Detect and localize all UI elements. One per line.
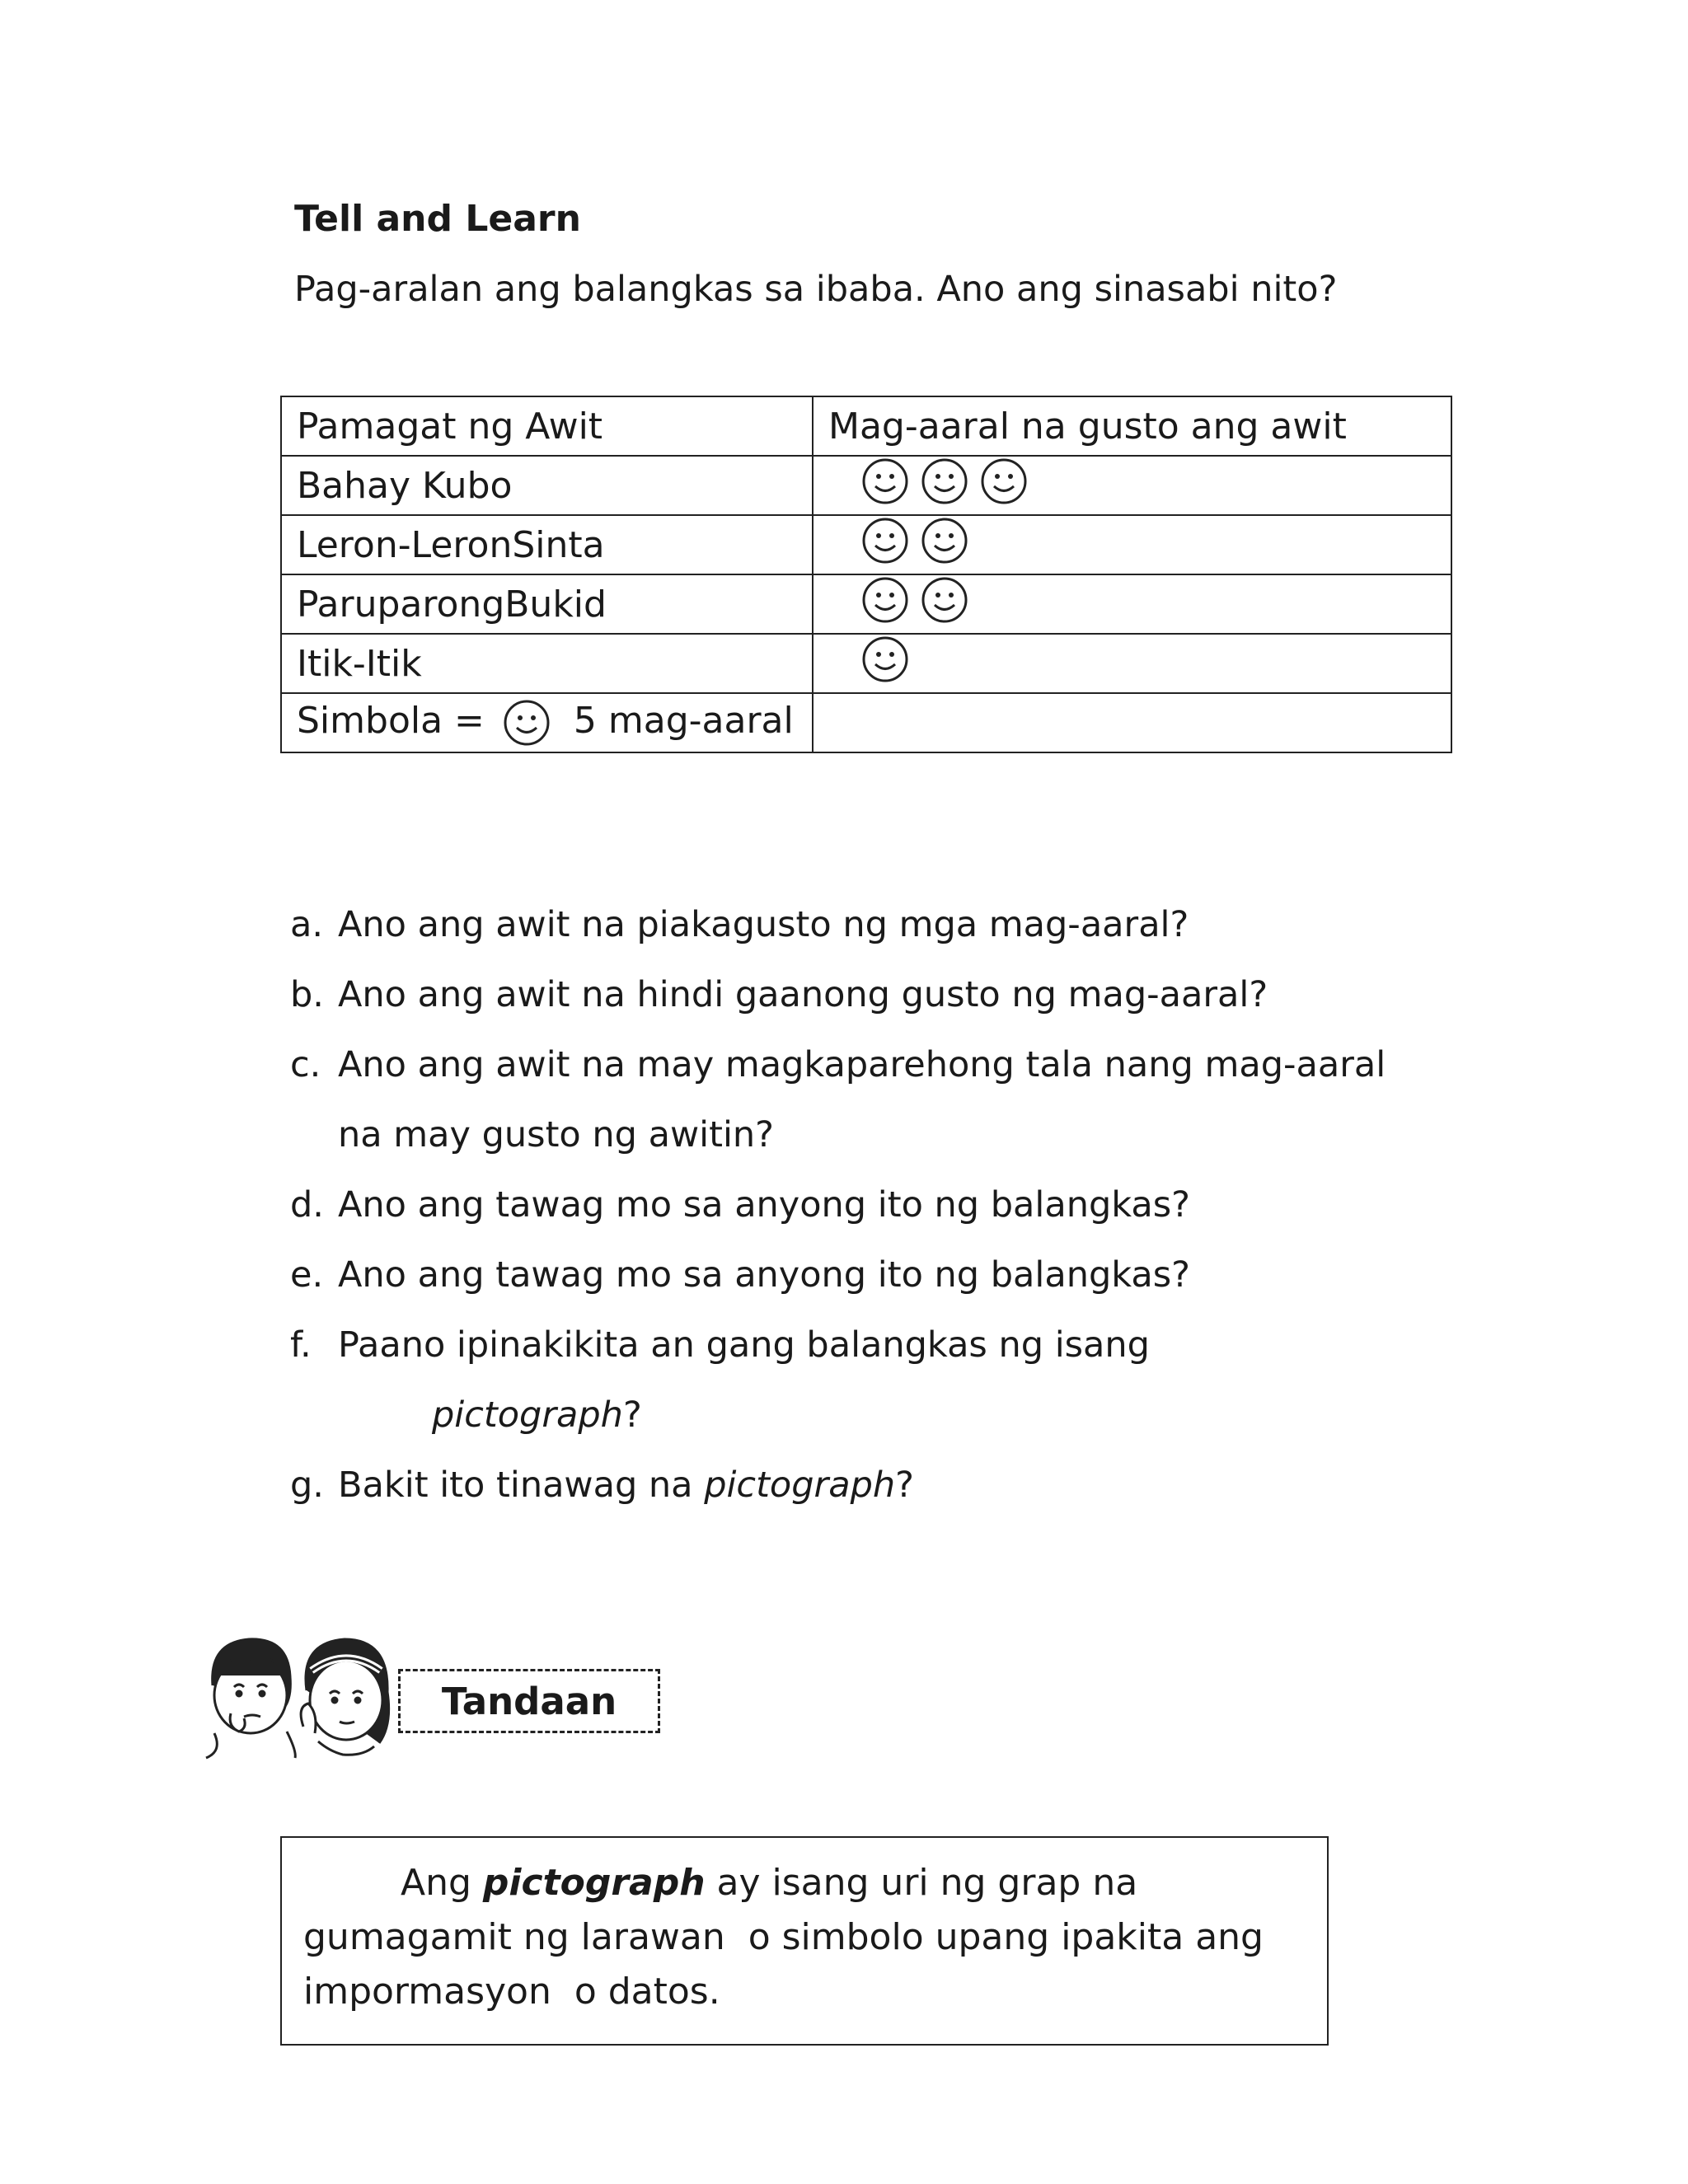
- question-text: Paano ipinakikita an gang balangkas ng isang: [338, 1324, 1150, 1366]
- definition-lead: Ang: [401, 1862, 483, 1904]
- smiley-cell: [813, 515, 1451, 574]
- smiley-cell: [813, 456, 1451, 515]
- question-punct: ?: [622, 1394, 642, 1436]
- smiley-icon: [980, 457, 1028, 505]
- smiley-group: [828, 517, 968, 565]
- smiley-group: [828, 635, 909, 683]
- legend-prefix: Simbola =: [297, 700, 485, 742]
- section-heading: Tell and Learn: [294, 198, 581, 240]
- smiley-cell: [813, 574, 1451, 634]
- smiley-group: [828, 457, 1028, 505]
- question-item: [290, 1030, 1386, 1100]
- children-thinking-illustration: [198, 1628, 400, 1760]
- legend-suffix: 5 mag-aaral: [573, 700, 794, 742]
- definition-rest: ay isang uri ng grap na gumagamit ng larawan o simbolo upang ipakita ang impormasyon o datos.: [303, 1862, 1275, 2013]
- question-letter: f.: [290, 1324, 312, 1366]
- table-header-row: [281, 396, 1451, 456]
- smiley-icon: [503, 699, 551, 747]
- italic-term: pictograph: [432, 1394, 623, 1436]
- smiley-icon: [861, 576, 909, 624]
- question-text: Ano ang awit na hindi gaanong gusto ng mag-aaral?: [338, 974, 1268, 1015]
- question-text: Ano ang tawag mo sa anyong ito ng balangkas?: [338, 1184, 1190, 1226]
- question-item: [290, 890, 1386, 960]
- question-item: [290, 1451, 1386, 1521]
- question-text: Ano ang awit na may magkaparehong tala nang mag-aaral: [338, 1044, 1386, 1085]
- question-letter: d.: [290, 1184, 324, 1226]
- question-item: [290, 1240, 1386, 1310]
- question-continuation: [290, 1380, 1386, 1451]
- italic-term: pictograph: [704, 1465, 896, 1506]
- empty-cell: [813, 693, 1451, 752]
- pictograph-table: [280, 396, 1452, 753]
- smiley-icon: [921, 576, 968, 624]
- header-students: Mag-aaral na gusto ang awit: [813, 396, 1451, 456]
- legend-row: [281, 693, 1451, 752]
- song-name: Leron-LeronSinta: [281, 515, 813, 574]
- question-list: [290, 890, 1386, 1521]
- table-row: [281, 634, 1451, 693]
- smiley-icon: [861, 517, 909, 565]
- smiley-icon: [861, 635, 909, 683]
- question-item: [290, 960, 1386, 1030]
- question-letter: b.: [290, 974, 324, 1015]
- smiley-group: [828, 576, 968, 624]
- question-continuation: na may gusto ng awitin?: [338, 1114, 774, 1155]
- question-item: [290, 1310, 1386, 1380]
- question-text: Ano ang tawag mo sa anyong ito ng balangkas?: [338, 1254, 1190, 1296]
- question-letter: g.: [290, 1465, 324, 1506]
- table-row: [281, 515, 1451, 574]
- definition-term: pictograph: [482, 1862, 706, 1904]
- legend-cell: [281, 693, 813, 752]
- header-song-title: Pamagat ng Awit: [281, 396, 813, 456]
- song-name: Bahay Kubo: [281, 456, 813, 515]
- question-letter: a.: [290, 904, 324, 945]
- question-punct: ?: [895, 1465, 914, 1506]
- question-text-main: Bakit ito tinawag na: [338, 1465, 705, 1506]
- song-name: Itik-Itik: [281, 634, 813, 693]
- song-name: ParuparongBukid: [281, 574, 813, 634]
- smiley-icon: [921, 457, 968, 505]
- question-text: Ano ang awit na piakagusto ng mga mag-aaral?: [338, 904, 1189, 945]
- question-letter: c.: [290, 1044, 321, 1085]
- question-item: [290, 1170, 1386, 1240]
- smiley-icon: [921, 517, 968, 565]
- tandaan-label: Tandaan: [398, 1669, 660, 1733]
- smiley-icon: [503, 700, 551, 742]
- question-text: [338, 1451, 914, 1521]
- question-letter: e.: [290, 1254, 324, 1296]
- smiley-icon: [861, 457, 909, 505]
- table-row: [281, 456, 1451, 515]
- instruction-text: Pag-aralan ang balangkas sa ibaba. Ano ang sinasabi nito?: [294, 269, 1338, 310]
- smiley-cell: [813, 634, 1451, 693]
- definition-box: [280, 1836, 1329, 2046]
- table-row: [281, 574, 1451, 634]
